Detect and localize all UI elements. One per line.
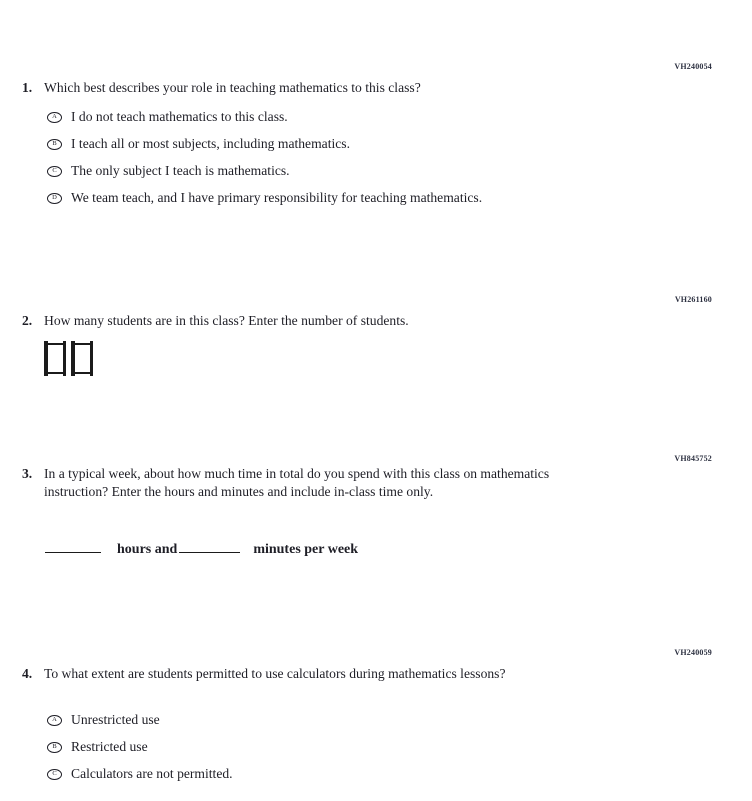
option-label: Restricted use [71,739,148,754]
question-4-text: To what extent are students permitted to use calculators during mathematics lessons? [44,666,506,681]
option-label: I teach all or most subjects, including mathematics. [71,136,350,151]
question-4 [0,648,752,798]
minutes-blank-field[interactable] [179,539,240,553]
question-2-accession-code: VH261160 [674,295,712,304]
question-1 [0,62,752,222]
bubble-letter: B [52,742,57,750]
bubble-letter: B [52,139,57,147]
option-label: Unrestricted use [71,712,160,727]
question-4-number: 4. [22,666,33,681]
question-3-number: 3. [22,466,33,481]
bubble-letter: C [52,166,57,174]
question-3 [0,454,752,574]
minutes-label: minutes per week [253,542,359,557]
digit-entry-box-ones[interactable] [72,343,92,374]
hours-blank-field[interactable] [45,539,101,553]
time-fill-in-row [45,539,358,558]
answer-bubble-icon[interactable] [47,742,62,753]
question-2-text: How many students are in this class? Enter the number of students. [44,313,409,328]
bubble-letter: A [52,715,57,723]
option-label: Calculators are not permitted. [71,766,233,781]
question-1-accession-code: VH240054 [674,62,712,71]
question-1-option-c[interactable] [47,163,290,179]
question-1-option-d[interactable] [47,190,482,206]
answer-bubble-icon[interactable] [47,193,62,204]
question-1-option-a[interactable] [47,109,288,125]
answer-bubble-icon[interactable] [47,112,62,123]
question-2 [0,295,752,385]
question-4-option-b[interactable] [47,739,148,755]
answer-bubble-icon[interactable] [47,166,62,177]
option-label: We team teach, and I have primary responsibility for teaching mathematics. [71,190,483,205]
digit-entry-box-tens[interactable] [45,343,65,374]
question-3-accession-code: VH845752 [674,454,712,463]
answer-bubble-icon[interactable] [47,769,62,780]
bubble-letter: C [52,769,57,777]
bubble-letter: D [52,193,57,201]
question-2-number: 2. [22,313,33,328]
question-1-option-b[interactable] [47,136,350,152]
question-3-text: In a typical week, about how much time in total do you spend with this class on mathematics instruction? Enter the hours and minutes and include in-class time only. [44,466,550,499]
question-4-option-c[interactable] [47,766,233,782]
question-4-option-a[interactable] [47,712,160,728]
answer-bubble-icon[interactable] [47,139,62,150]
hours-label: hours and [117,542,178,557]
question-1-number: 1. [22,80,33,95]
question-1-text: Which best describes your role in teaching mathematics to this class? [44,80,421,95]
option-label: The only subject I teach is mathematics. [71,163,290,178]
bubble-letter: A [52,112,57,120]
option-label: I do not teach mathematics to this class. [71,109,288,124]
answer-bubble-icon[interactable] [47,715,62,726]
question-4-accession-code: VH240059 [674,648,712,657]
students-count-entry [45,343,92,374]
